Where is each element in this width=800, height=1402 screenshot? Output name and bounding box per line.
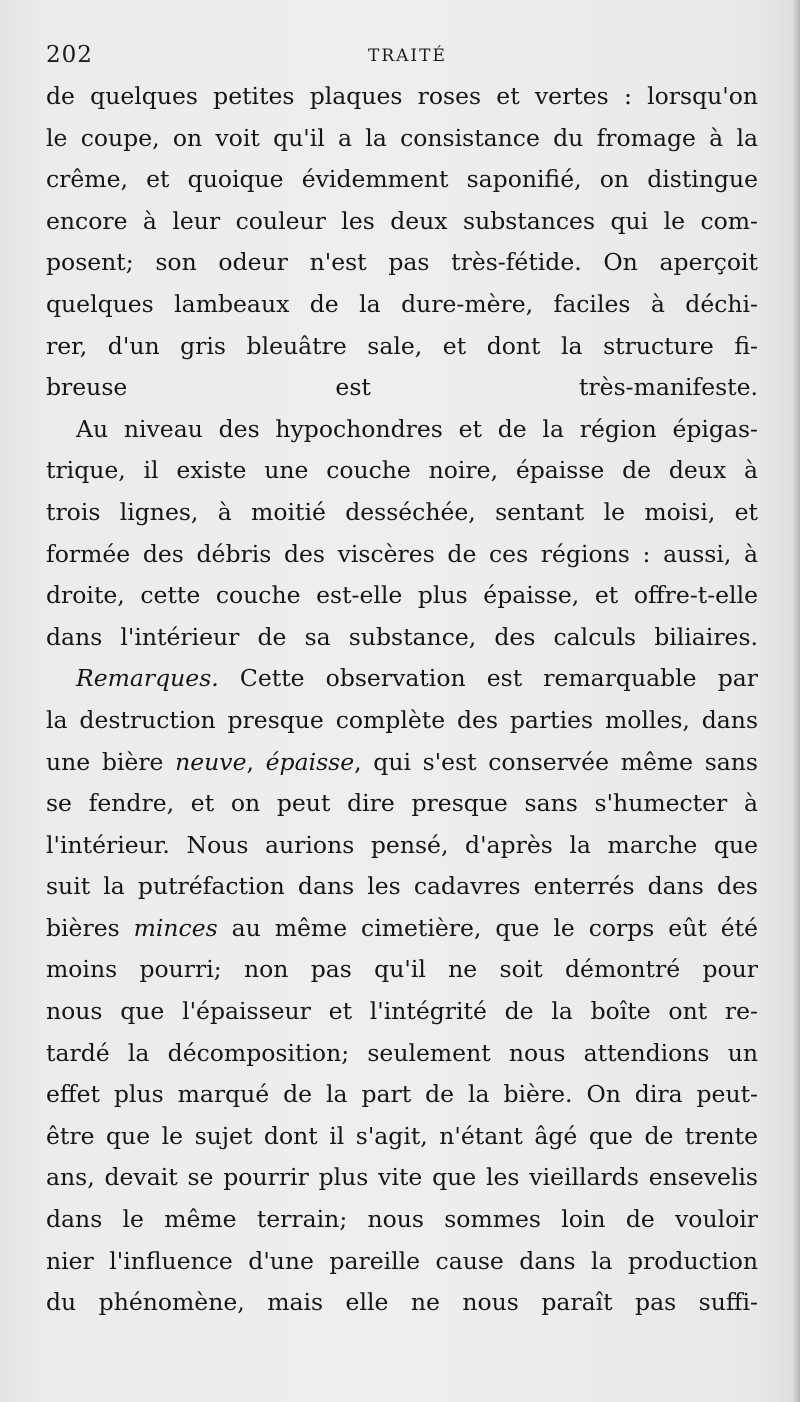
text-line: l'intérieur. Nous aurions pensé, d'après la marche que	[46, 830, 758, 859]
paragraph-1	[46, 76, 758, 409]
text-line: du phénomène, mais elle ne nous paraît pas suffi-	[46, 1288, 758, 1317]
paragraph-3	[46, 658, 758, 1324]
text-line: rer, d'un gris bleuâtre sale, et dont la structure fi-	[46, 331, 758, 360]
text-line	[46, 658, 758, 700]
text-line: tardé la décomposition; seulement nous attendions un	[46, 1038, 758, 1067]
text-line: de quelques petites plaques roses et vertes : lorsqu'on	[46, 82, 758, 110]
page-number: 202	[46, 42, 93, 68]
text-fragment: au même cimetière, que le corps eût été	[217, 913, 758, 942]
text-line: formée des débris des viscères de ces régions : aussi, à	[46, 539, 758, 568]
text-line: droite, cette couche est-elle plus épaisse, et offre-t-elle	[46, 581, 758, 610]
italic-word: minces	[133, 913, 218, 942]
running-head	[46, 42, 756, 72]
text-fragment: une bière	[46, 747, 176, 776]
text-line: ans, devait se pourrir plus vite que les vieillards ensevelis	[46, 1163, 758, 1192]
paragraph-2	[46, 409, 758, 659]
text-line: posent; son odeur n'est pas très-fétide. On aperçoit	[46, 248, 758, 277]
text-fragment: ,	[246, 747, 266, 776]
text-line	[46, 908, 758, 950]
page-gutter-shadow	[792, 0, 800, 1402]
text-fragment: , qui s'est conservée même sans	[354, 747, 758, 776]
text-line: nous que l'épaisseur et l'intégrité de la boîte ont re-	[46, 997, 758, 1026]
text-line: se fendre, et on peut dire presque sans s'humecter à	[46, 789, 758, 818]
text-line: trique, il existe une couche noire, épaisse de deux à	[46, 456, 758, 485]
remarques-label: Remarques.	[76, 664, 219, 693]
text-fragment: bières	[46, 913, 134, 942]
text-line: le coupe, on voit qu'il a la consistance du fromage à la	[46, 123, 758, 152]
text-line: effet plus marqué de la part de la bière. On dira peut-	[46, 1080, 758, 1109]
italic-word: neuve	[175, 747, 247, 776]
text-line: nier l'influence d'une pareille cause dans la production	[46, 1246, 758, 1275]
text-line: dans l'intérieur de sa substance, des calculs biliaires.	[46, 622, 758, 651]
text-line	[46, 742, 758, 784]
text-line: quelques lambeaux de la dure-mère, faciles à déchi-	[46, 289, 758, 318]
text-line: dans le même terrain; nous sommes loin de vouloir	[46, 1205, 758, 1234]
text-line: encore à leur couleur les deux substances qui le com-	[46, 206, 758, 235]
text-line: suit la putréfaction dans les cadavres enterrés dans des	[46, 872, 758, 901]
italic-word: épaisse	[265, 747, 355, 776]
text-line: la destruction presque complète des parties molles, dans	[46, 705, 758, 734]
text-line: moins pourri; non pas qu'il ne soit démontré pour	[46, 955, 758, 984]
text-line: être que le sujet dont il s'agit, n'étant âgé que de trente	[46, 1121, 758, 1150]
body-text	[46, 76, 758, 1324]
text-line: trois lignes, à moitié desséchée, sentant le moisi, et	[46, 497, 758, 526]
running-title: TRAITÉ	[368, 46, 447, 66]
text-line: crême, et quoique évidemment saponifié, on distingue	[46, 165, 758, 194]
text-line: Au niveau des hypochondres et de la région épigas-	[76, 414, 758, 443]
text-line: breuse est très-manifeste.	[46, 373, 758, 402]
text-fragment: Cette observation est remarquable par	[218, 664, 758, 693]
